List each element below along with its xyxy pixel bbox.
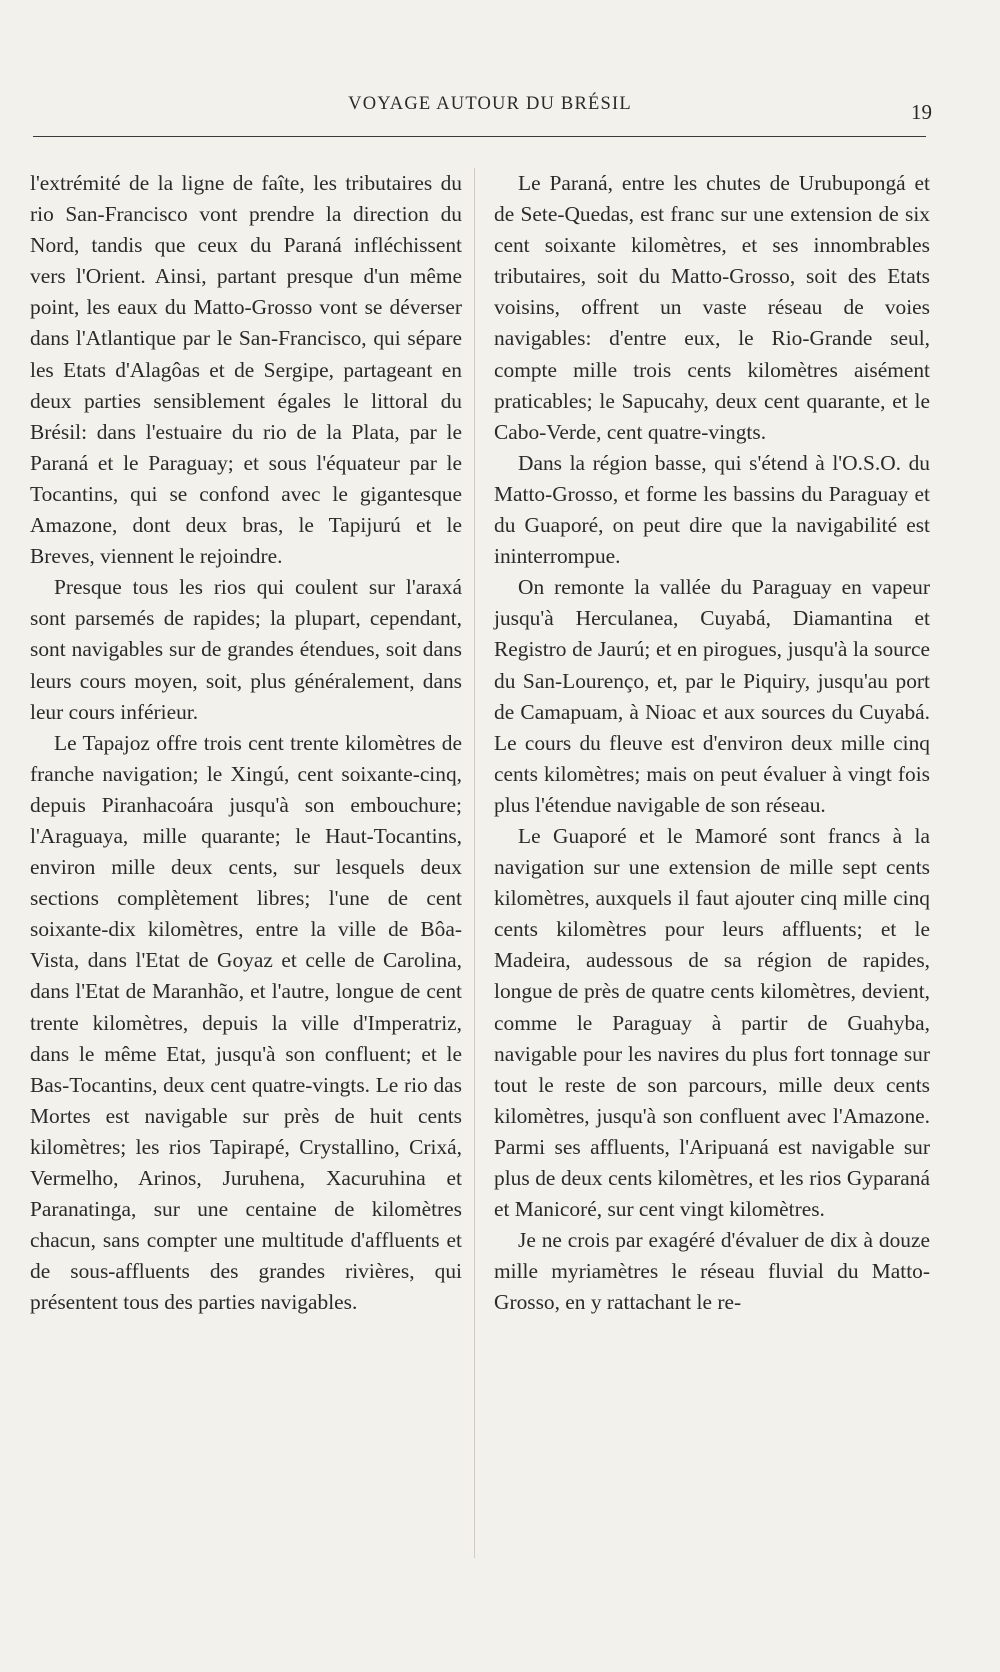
paragraph: Le Paraná, entre les chutes de Urubupongá et de Sete-Quedas, est franc sur une extension de six cent soixante kilomètres, et ses innombrables tributaires, soit du Matto-Grosso, soit des Etats voisins, offrent un vaste réseau de voies navigables: d'entre eux, le Rio-Grande seul, compte mille trois cents kilomètres aisément praticables; le Sapucahy, deux cent quarante, et le Cabo-Verde, cent quatre-vingts. [494, 171, 930, 444]
header-rule [33, 136, 926, 137]
paragraph: Le Guaporé et le Mamoré sont francs à la navigation sur une extension de mille sept cents kilomètres, auxquels il faut ajouter cinq mille cinq cents kilomètres pour leurs affluents; et le Madeira, audessous de sa région de rapides, longue de près de quatre cents kilomètres, devient, comme le Paraguay à partir de Guahyba, navigable pour les navires du plus fort tonnage sur tout le reste de son parcours, mille deux cents kilomètres, jusqu'à son confluent avec l'Amazone. Parmi ses affluents, l'Aripuaná est navigable sur plus de deux cents kilomètres, et les rios Gyparaná et Manicoré, sur cent vingt kilomètres. [494, 823, 930, 1222]
running-head [30, 94, 950, 122]
paragraph: On remonte la vallée du Paraguay en vapeur jusqu'à Herculanea, Cuyabá, Diamantina et Registro de Jaurú; et en pirogues, jusqu'à la source du San-Lourenço, et, par le Piquiry, jusqu'au port de Camapuam, à Nioac et aux sources du Cuyabá. Le cours du fleuve est d'environ deux mille cinq cents kilomètres; mais on peut évaluer à vingt fois plus l'étendue navigable de son réseau. [494, 575, 930, 817]
paragraph: l'extrémité de la ligne de faîte, les tributaires du rio San-Francisco vont prendre la direction du Nord, tandis que ceux du Paraná infléchissent vers l'Orient. Ainsi, partant presque d'un même point, les eaux du Matto-Grosso vont se déverser dans l'Atlantique par le San-Francisco, qui sépare les Etats d'Alagôas et de Sergipe, partageant en deux parties sensiblement égales le littoral du Brésil: dans l'estuaire du rio de la Plata, par le Paraná et le Paraguay; et sous l'équateur par le Tocantins, qui se confond avec le gigantesque Amazone, dont deux bras, le Tapijurú et le Breves, viennent le rejoindre. [30, 171, 462, 569]
column-divider [474, 168, 475, 1558]
running-title: VOYAGE AUTOUR DU BRÉSIL [348, 94, 632, 114]
right-column [494, 168, 930, 1318]
paragraph: Dans la région basse, qui s'étend à l'O.S.O. du Matto-Grosso, et forme les bassins du Paraguay et du Guaporé, on peut dire que la navigabilité est ininterrompue. [494, 450, 930, 569]
paragraph: Presque tous les rios qui coulent sur l'araxá sont parsemés de rapides; la plupart, cependant, sont navigables sur de grandes étendues, soit dans leurs cours moyen, soit, plus généralement, dans leur cours inférieur. [30, 575, 462, 724]
paragraph: Le Tapajoz offre trois cent trente kilomètres de franche navigation; le Xingú, cent soixante-cinq, depuis Piranhacoára jusqu'à son embouchure; l'Araguaya, mille quarante; le Haut-Tocantins, environ mille deux cents, sur lesquels deux sections complètement libres; l'une de cent soixante-dix kilomètres, entre la ville de Bôa-Vista, dans l'Etat de Goyaz et celle de Carolina, dans l'Etat de Maranhão, et l'autre, longue de cent trente kilomètres, depuis la ville d'Imperatriz, dans le même Etat, jusqu'à son confluent; et le Bas-Tocantins, deux cent quatre-vingts. Le rio das Mortes est navigable sur près de huit cents kilomètres; les rios Tapirapé, Crystallino, Crixá, Vermelho, Arinos, Juruhena, Xacuruhina et Paranatinga, sur une centaine de kilomètres chacun, sans compter une multitude d'affluents et de sous-affluents des grandes rivières, qui présentent tous des parties navigables. [30, 730, 462, 1315]
page-number: 19 [911, 100, 932, 124]
paragraph: Je ne crois par exagéré d'évaluer de dix à douze mille myriamètres le réseau fluvial du Matto-Grosso, en y rattachant le re- [494, 1228, 930, 1315]
left-column [30, 168, 462, 1318]
